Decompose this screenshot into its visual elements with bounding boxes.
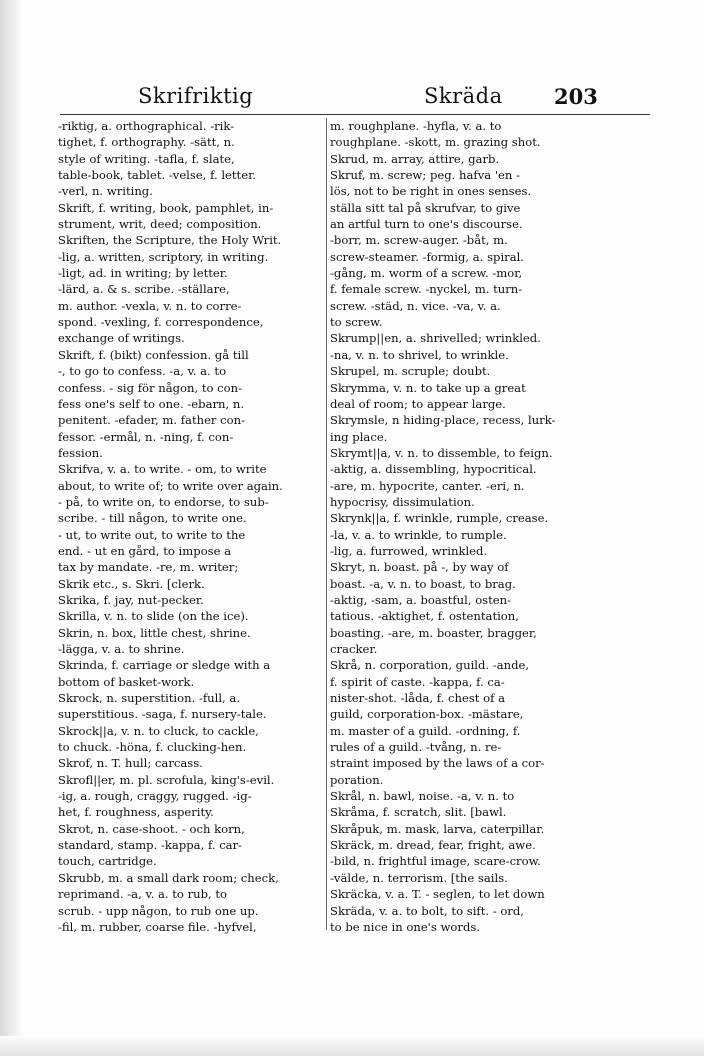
dictionary-line: cracker. (330, 642, 378, 656)
dictionary-line: f. spirit of caste. -kappa, f. ca- (330, 674, 505, 689)
dictionary-line: ställa sitt tal på skrufvar, to give (330, 200, 521, 215)
dictionary-line: ing place. (330, 429, 388, 444)
dictionary-line: an artful turn to one's discourse. (330, 217, 523, 232)
dictionary-line: bottom of basket-work. (58, 674, 195, 689)
dictionary-line: boasting. -are, m. boaster, bragger, (330, 625, 537, 640)
dictionary-line: Skrubb, m. a small dark room; check, (58, 870, 279, 885)
dictionary-line: screw. -städ, n. vice. -va, v. a. (330, 298, 501, 313)
dictionary-line: about, to write of; to write over again. (58, 478, 283, 493)
dictionary-line: Skrift, f. (bikt) confession. gå till (58, 347, 249, 362)
header-rule (60, 114, 650, 115)
page-header (0, 84, 704, 116)
dictionary-line: straint imposed by the laws of a cor- (330, 756, 545, 771)
dictionary-line: -, to go to confess. -a, v. a. to (58, 364, 227, 379)
header-guide-word-left: Skrifriktig (138, 84, 254, 108)
dictionary-line: het, f. roughness, asperity. (58, 805, 214, 820)
dictionary-line: tighet, f. orthography. -sätt, n. (58, 135, 235, 150)
dictionary-line: rules of a guild. -tvång, n. re- (330, 740, 502, 755)
dictionary-line: -are, m. hypocrite, canter. -eri, n. (330, 478, 525, 493)
dictionary-line: Skråma, f. scratch, slit. [bawl. (330, 805, 507, 820)
dictionary-line: roughplane. -skott, m. grazing shot. (330, 135, 541, 150)
dictionary-line: Skrupel, m. scruple; doubt. (330, 364, 491, 379)
dictionary-line: boast. -a, v. n. to boast, to brag. (330, 576, 516, 591)
dictionary-line: Skrinda, f. carriage or sledge with a (58, 658, 271, 673)
dictionary-line: nister-shot. -låda, f. chest of a (330, 691, 506, 706)
dictionary-line: Skrump||en, a. shrivelled; wrinkled. (330, 331, 541, 346)
dictionary-line: -bild, n. frightful image, scare-crow. (330, 854, 541, 869)
dictionary-line: Skrock||a, v. n. to cluck, to cackle, (58, 723, 259, 738)
dictionary-line: standard, stamp. -kappa, f. car- (58, 838, 243, 853)
dictionary-line: Skråpuk, m. mask, larva, caterpillar. (330, 821, 545, 836)
dictionary-line: -borr, m. screw-auger. -båt, m. (330, 233, 508, 248)
dictionary-line: -na, v. n. to shrivel, to wrinkle. (330, 347, 509, 362)
dictionary-line: Skrymma, v. n. to take up a great (330, 380, 526, 395)
dictionary-line: m. master of a guild. -ordning, f. (330, 723, 521, 738)
dictionary-line: guild, corporation-box. -mästare, (330, 707, 524, 722)
header-guide-word-right: Skräda (424, 84, 503, 108)
dictionary-line: strument, writ, deed; composition. (58, 217, 262, 232)
left-column (58, 118, 334, 935)
dictionary-line: -lig, a. written, scriptory, in writing. (58, 249, 269, 264)
dictionary-line: - på, to write on, to endorse, to sub- (58, 494, 269, 509)
dictionary-line: Skrin, n. box, little chest, shrine. (58, 625, 251, 640)
dictionary-line: -aktig, a. dissembling, hypocritical. (330, 462, 537, 477)
dictionary-line: tax by mandate. -re, m. writer; (58, 560, 239, 575)
dictionary-line: - ut, to write out, to write to the (58, 527, 246, 542)
dictionary-line: f. female screw. -nyckel, m. turn- (330, 282, 523, 297)
dictionary-line: -gång, m. worm of a screw. -mor, (330, 266, 523, 281)
dictionary-line: m. roughplane. -hyfla, v. a. to (330, 119, 502, 133)
dictionary-line: Skryt, n. boast. på -, by way of (330, 560, 509, 575)
dictionary-line: Skrå, n. corporation, guild. -ande, (330, 658, 530, 673)
dictionary-line: Skrilla, v. n. to slide (on the ice). (58, 609, 249, 624)
dictionary-line: -riktig, a. orthographical. -rik- (58, 119, 235, 133)
dictionary-line: Skrynk||a, f. wrinkle, rumple, crease. (330, 511, 549, 526)
dictionary-line: -la, v. a. to wrinkle, to rumple. (330, 527, 507, 542)
dictionary-line: Skräda, v. a. to bolt, to sift. - ord, (330, 903, 524, 918)
dictionary-line: Skrifva, v. a. to write. - om, to write (58, 462, 267, 477)
dictionary-line: Skrofl||er, m. pl. scrofula, king's-evil. (58, 772, 275, 787)
dictionary-line: exchange of writings. (58, 331, 185, 346)
dictionary-line: Skrymsle, n hiding-place, recess, lurk- (330, 413, 556, 428)
dictionary-line: tatious. -aktighet, f. ostentation, (330, 609, 519, 624)
dictionary-line: to be nice in one's words. (330, 919, 480, 934)
dictionary-line: touch, cartridge. (58, 854, 157, 869)
dictionary-line: Skrik etc., s. Skri. [clerk. (58, 576, 205, 591)
dictionary-line: style of writing. -tafla, f. slate, (58, 151, 235, 166)
dictionary-line: -aktig, -sam, a. boastful, osten- (330, 592, 512, 607)
dictionary-line: lös, not to be right in ones senses. (330, 184, 532, 199)
dictionary-line: -fil, m. rubber, coarse file. -hyfvel, (58, 919, 257, 934)
dictionary-line: deal of room; to appear large. (330, 396, 506, 411)
page-edge-shadow (0, 0, 22, 1056)
dictionary-line: -välde, n. terrorism. [the sails. (330, 870, 508, 885)
dictionary-line: -lig, a. furrowed, wrinkled. (330, 543, 488, 558)
dictionary-line: confess. - sig för någon, to con- (58, 380, 243, 395)
page-number: 203 (554, 84, 598, 109)
dictionary-line: m. author. -vexla, v. n. to corre- (58, 298, 242, 313)
dictionary-line: scrub. - upp någon, to rub one up. (58, 903, 259, 918)
dictionary-line: Skrof, n. T. hull; carcass. (58, 756, 203, 771)
dictionary-line: penitent. -efader, m. father con- (58, 413, 246, 428)
dictionary-line: -verl, n. writing. (58, 184, 153, 199)
page-bottom-shadow (0, 1036, 704, 1056)
dictionary-line: reprimand. -a, v. a. to rub, to (58, 887, 228, 902)
dictionary-line: spond. -vexling, f. correspondence, (58, 315, 264, 330)
dictionary-line: Skrika, f. jay, nut-pecker. (58, 592, 204, 607)
dictionary-line: -lärd, a. & s. scribe. -ställare, (58, 282, 230, 297)
dictionary-line: Skrymt||a, v. n. to dissemble, to feign. (330, 445, 553, 460)
dictionary-line: to chuck. -höna, f. clucking-hen. (58, 740, 247, 755)
dictionary-line: Skrud, m. array, attire, garb. (330, 151, 500, 166)
dictionary-line: poration. (330, 772, 384, 787)
dictionary-line: superstitious. -saga, f. nursery-tale. (58, 707, 267, 722)
dictionary-line: Skräcka, v. a. T. - seglen, to let down (330, 887, 545, 902)
dictionary-line: Skräck, m. dread, fear, fright, awe. (330, 838, 536, 853)
dictionary-line: scribe. - till någon, to write one. (58, 511, 247, 526)
dictionary-line: Skrock, n. superstition. -full, a. (58, 691, 241, 706)
dictionary-line: -ig, a. rough, craggy, rugged. -ig- (58, 789, 252, 804)
dictionary-line: Skrift, f. writing, book, pamphlet, in- (58, 200, 274, 215)
dictionary-line: Skrål, n. bawl, noise. -a, v. n. to (330, 789, 515, 804)
dictionary-line: to screw. (330, 315, 383, 330)
dictionary-line: screw-steamer. -formig, a. spiral. (330, 249, 524, 264)
dictionary-line: fess one's self to one. -ebarn, n. (58, 396, 245, 411)
dictionary-line: Skruf, m. screw; peg. hafva 'en - (330, 168, 520, 183)
dictionary-line: fession. (58, 445, 103, 460)
dictionary-line: Skrot, n. case-shoot. - och korn, (58, 821, 245, 836)
right-column (330, 118, 606, 935)
dictionary-line: hypocrisy, dissimulation. (330, 494, 475, 509)
dictionary-line: Skriften, the Scripture, the Holy Writ. (58, 233, 282, 248)
dictionary-line: fessor. -ermål, n. -ning, f. con- (58, 429, 234, 444)
dictionary-line: -ligt, ad. in writing; by letter. (58, 266, 228, 281)
dictionary-line: -lägga, v. a. to shrine. (58, 642, 185, 656)
dictionary-line: table-book, tablet. -velse, f. letter. (58, 168, 257, 183)
dictionary-line: end. - ut en gård, to impose a (58, 543, 232, 558)
